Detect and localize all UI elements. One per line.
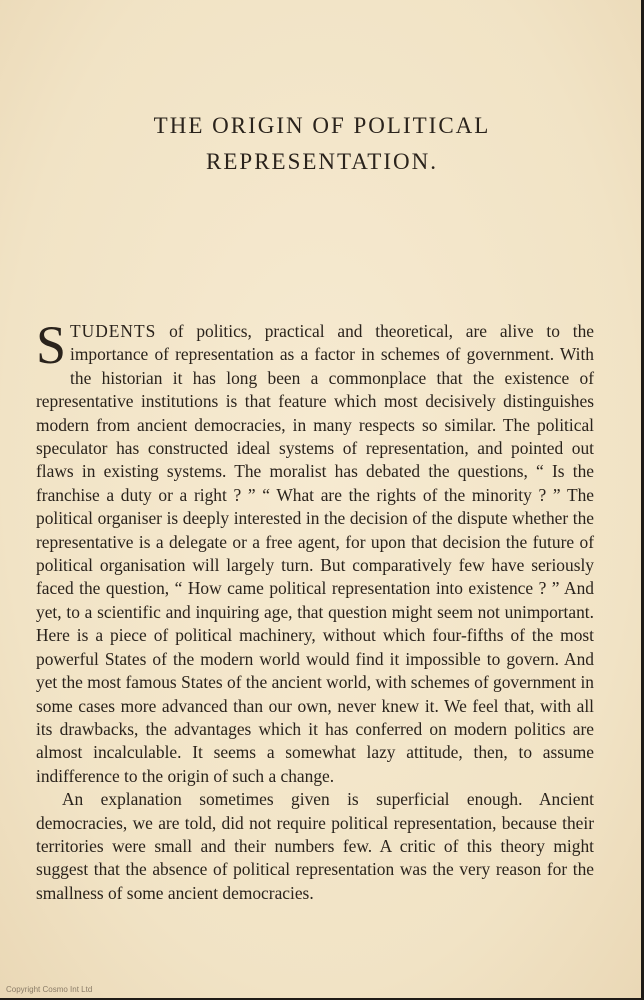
article-title-line-1: THE ORIGIN OF POLITICAL	[153, 113, 491, 138]
paragraph-1	[36, 315, 594, 788]
drop-cap: S	[36, 315, 67, 375]
article-title-line-2: REPRESENTATION.	[206, 149, 438, 174]
article-body	[36, 315, 594, 905]
first-word-caps: TUDENTS	[70, 321, 157, 341]
paragraph-2: An explanation sometimes given is superficial enough. Ancient democracies, we are told, did not require political representation, because their territories were small and their numbers few. A critic of this theory might suggest that the absence of political representation was the very reason for the smallness of some ancient democracies.	[36, 789, 594, 903]
paragraph-1-text: of politics, practical and theoretical, are alive to the importance of representation as a factor in schemes of government. With the historian it has long been a commonplace that the existence of representative institutions is that feature which most decisively distinguishes modern from ancient democracies, in many respects so similar. The political speculator has constructed ideal systems of representation, and pointed out flaws in existing systems. The moralist has debated the questions, “ Is the franchise a duty or a right ? ” “ What are the rights of the minority ? ” The political organiser is deeply interested in the decision of the dispute whether the representative is a delegate or a free agent, for upon that decision the future of political organisation will largely turn. But comparatively few have seriously faced the question, “ How came political representation into existence ? ” And yet, to a scientific and inquiring age, that question might seem not unimportant. Here is a piece of political machinery, without which four-fifths of the most powerful States of the modern world would find it impossible to govern. And yet the most famous States of the ancient world, with schemes of government in some cases more advanced than our own, never knew it. We feel that, with all its drawbacks, the advantages which it has conferred on modern politics are almost incalculable. It seems a somewhat lazy attitude, then, to assume indifference to the origin of such a change.	[36, 321, 594, 786]
copyright-notice: Copyright Cosmo Int Ltd	[6, 985, 93, 994]
